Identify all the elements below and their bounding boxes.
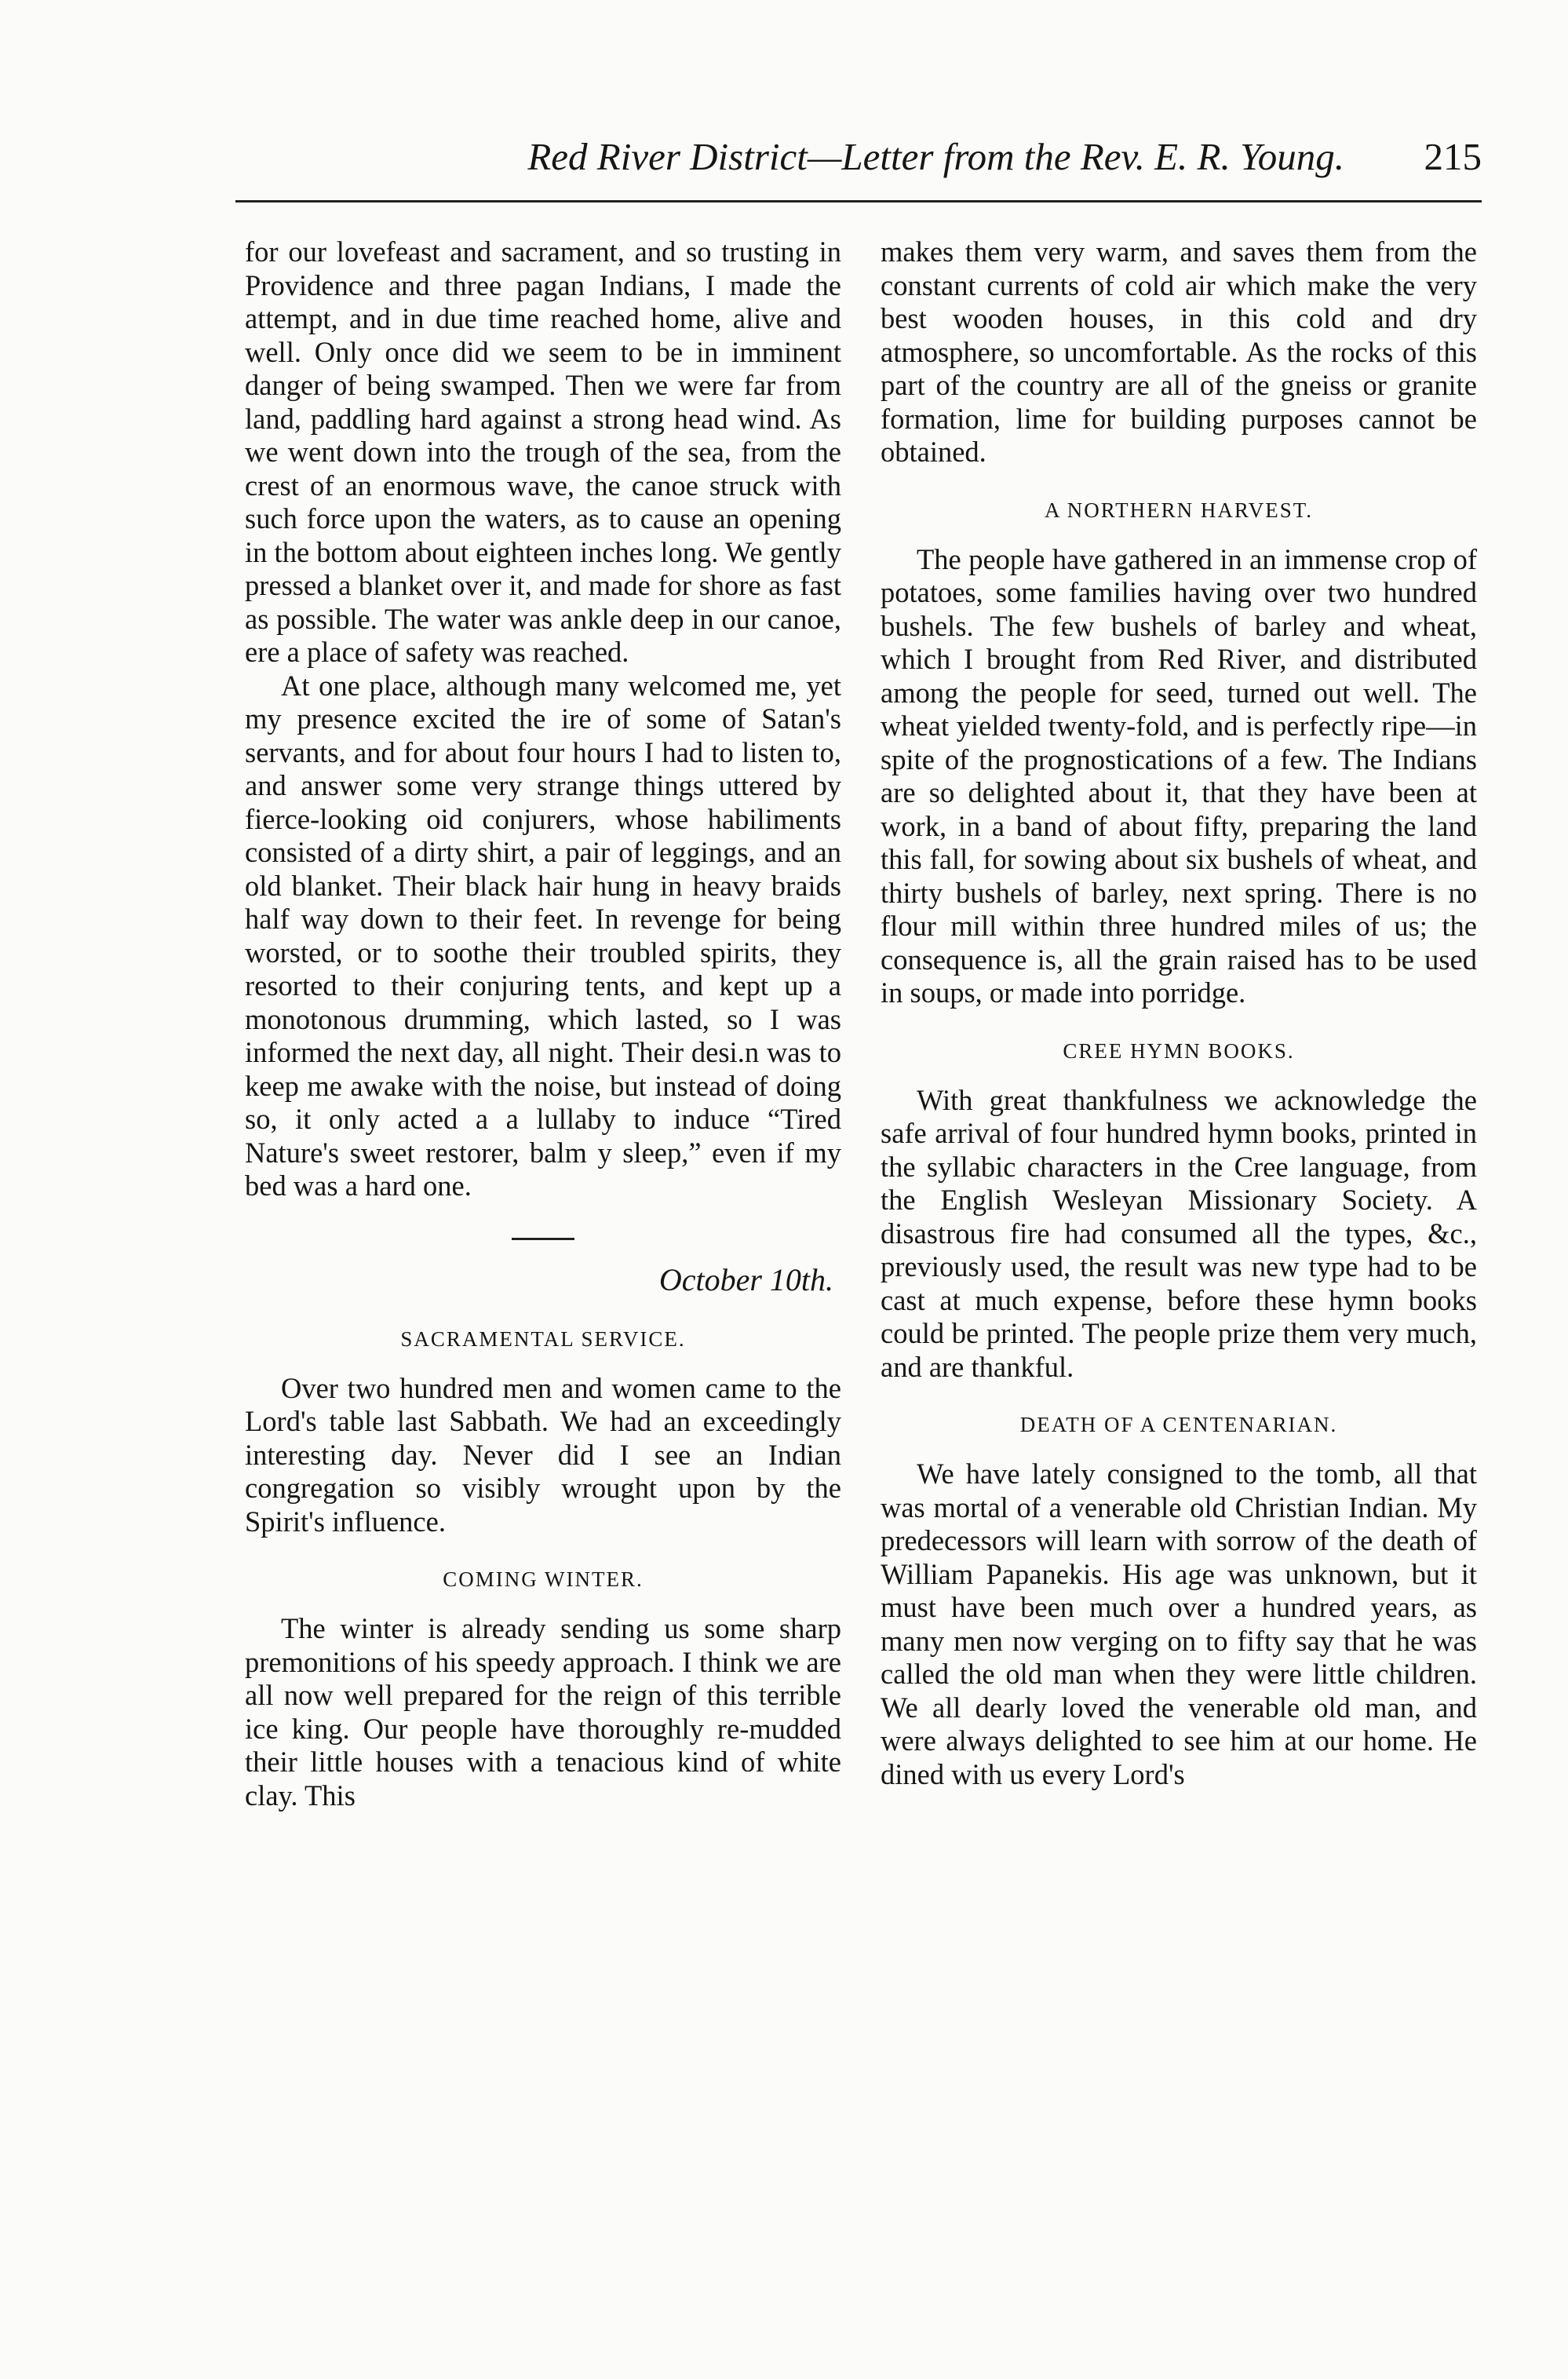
heading-coming-winter: COMING WINTER. — [443, 1567, 644, 1591]
paragraph-death-of-centenarian: We have lately consigned to the tomb, all that was mortal of a venerable old Christian Indian. My predecessors will learn with sorrow of the death of William Papanekis. His age was unknown, but it must have been much over a hundred years, as many men now verging on to fifty say that he was called the old man when they were little children. We all dearly loved the venerable old man, and were always delighted to see him at our home. He dined with us every Lord's — [881, 1458, 1477, 1790]
paragraph-lovefeast: for our lovefeast and sacrament, and so trusting in Providence and three pagan Indians, I made the attempt, and in due time reached home, alive and well. Only once did we seem to be in imminent danger of being swamped. Then we were far from land, paddling hard against a strong head wind. As we went down into the trough of the sea, from the crest of an enormous wave, the canoe struck with such force upon the waters, as to cause an opening in the bottom about eighteen inches long. We gently pressed a blanket over it, and made for shore as fast as possible. The water was ankle deep in our canoe, ere a place of safety was reached. — [245, 235, 841, 668]
heading-cree-hymn-books: CREE HYMN BOOKS. — [1063, 1038, 1295, 1063]
paragraph-conjurers: At one place, although many welcomed me, yet my presence excited the ire of some of Satan's servants, and for about four hours I had to listen to, and answer some very strange things uttered by fierce-looking oid conjurers, whose habiliments consisted of a dirty shirt, a pair of leggings, and an old blanket. Their black hair hung in heavy braids half way down to their feet. In revenge for being worsted, or to soothe their troubled spirits, they resorted to their conjuring tents, and kept up a monotonous drumming, which lasted, so I was informed the next day, all night. Their desi.n was to keep me awake with the noise, but instead of doing so, it only acted a a lullaby to induce “Tired Nature's sweet restorer, balm y sleep,” even if my bed was a hard one. — [245, 669, 841, 1202]
header-rule — [235, 200, 1482, 203]
running-title: Red River District—Letter from the Rev. E. R. Young. — [527, 135, 1344, 178]
paragraph-northern-harvest: The people have gathered in an immense crop of potatoes, some families having over two hundred bushels. The few bushels of barley and wheat, which I brought from Red River, and distributed among the people for seed, turned out well. The wheat yielded twenty-fold, and is perfectly ripe—in spite of the prognostications of a few. The Indians are so delighted about it, that they have been at work, in a band of about fifty, preparing the land this fall, for sowing about six bushels of wheat, and thirty bushels of barley, next spring. There is no flour mill within three hundred miles of us; the consequence is, all the grain raised has to be used in soups, or made into porridge. — [881, 542, 1477, 1009]
section-divider — [512, 1238, 574, 1240]
paragraph-cree-hymn-books: With great thankfulness we acknowledge the safe arrival of four hundred hymn books, printed in the syllabic characters in the Cree language, from the English Wesleyan Missionary Society. A disastrous fire had consumed all the types, &c., previously used, the result was new type had to be cast at much expense, before these hymn books could be printed. The people prize them very much, and are thankful. — [881, 1083, 1477, 1383]
paragraph-coming-winter: The winter is already sending us some sharp premonitions of his speedy approach. I think we are all now well prepared for the reign of this terrible ice king. Our people have thoroughly re-mudded their little houses with a tenacious kind of white clay. This — [245, 1612, 841, 1812]
heading-northern-harvest: A NORTHERN HARVEST. — [1045, 498, 1313, 522]
right-column — [881, 235, 1477, 1791]
page-number: 215 — [1424, 135, 1482, 178]
paragraph-warm-houses: makes them very warm, and saves them from the constant currents of cold air which make the very best wooden houses, in this cold and dry atmosphere, so uncomfortable. As the rocks of this part of the country are all of the gneiss or granite formation, lime for building purposes cannot be obtained. — [881, 235, 1477, 468]
paragraph-sacramental-service: Over two hundred men and women came to the Lord's table last Sabbath. We had an exceedingly interesting day. Never did I see an Indian congregation so visibly wrought upon by the Spirit's influence. — [245, 1371, 841, 1538]
heading-death-of-centenarian: DEATH OF A CENTENARIAN. — [1019, 1413, 1338, 1436]
left-column — [245, 235, 841, 1812]
heading-sacramental-service: SACRAMENTAL SERVICE. — [400, 1326, 686, 1351]
page-header — [235, 126, 1482, 188]
entry-date: October 10th. — [658, 1261, 833, 1297]
